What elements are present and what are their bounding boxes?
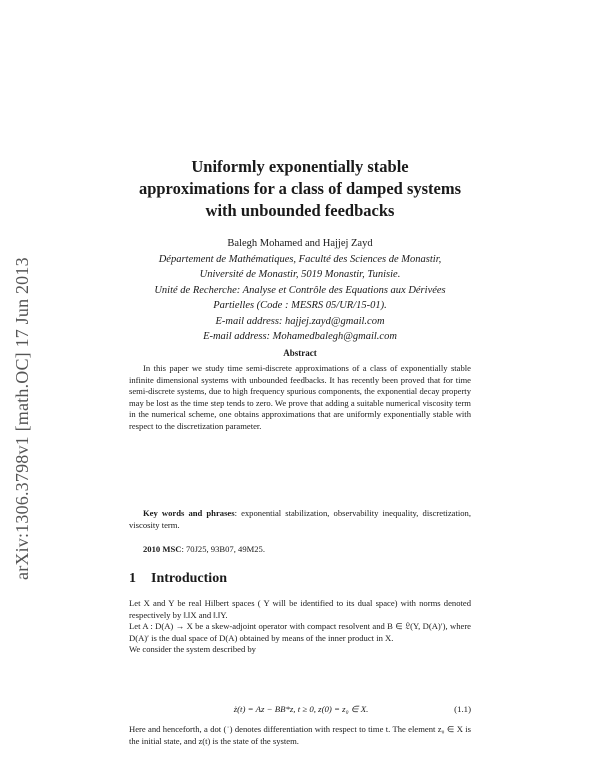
email-1: E-mail address: hajjej.zayd@gmail.com: [215, 315, 385, 327]
author-block: [100, 236, 500, 345]
keywords: [129, 508, 471, 531]
msc: [143, 544, 265, 554]
abstract-heading: Abstract: [283, 348, 317, 358]
section-number: 1: [129, 571, 136, 586]
section-heading: [129, 571, 227, 587]
keywords-text: : exponential stabilization, observability inequality, discretization, viscosity term.: [129, 508, 471, 530]
affiliation-1-line-1: Département de Mathématiques, Faculté des Sciences de Monastir,: [158, 253, 442, 265]
title-line-3: with unbounded feedbacks: [205, 201, 395, 220]
equation-1-1: [129, 704, 471, 716]
abstract-text: In this paper we study time semi-discrete approximations of a class of exponentially stable infinite dimensional systems with unbounded feedbacks. It has recently been proved that for time semi-discrete systems, due to high frequency spurious components, the exponential decay property may be lost as the time step tends to zero. We prove that adding a suitable numerical viscosity term in the numerical scheme, one obtains approximations that are uniformly exponentially stable with respect to the discretization parameter.: [129, 363, 471, 431]
intro-body-continued: [129, 724, 471, 747]
intro-paragraph-3: We consider the system described by: [129, 644, 256, 655]
title-line-1: Uniformly exponentially stable: [191, 157, 409, 176]
email-2: E-mail address: Mohamedbalegh@gmail.com: [203, 331, 397, 342]
keywords-label: Key words and phrases: [143, 508, 235, 518]
arxiv-stamp: [12, 180, 34, 580]
affiliation-2-line-2: Partielles (Code : MESRS 05/UR/15-01).: [213, 300, 387, 311]
paper-title: [90, 156, 510, 222]
affiliation-2-line-1: Unité de Recherche: Analyse et Contrôle des Equations aux Dérivées: [154, 284, 446, 296]
msc-label: 2010 MSC: [143, 544, 182, 554]
intro-paragraph-2: Let A : D(A) → X be a skew-adjoint operator with compact resolvent and B ∈ 𝔏(Y, D(A)′), where D(A)′ is the dual space of D(A) obtained by means of the inner product in X.: [129, 621, 471, 643]
arxiv-stamp-text: arXiv:1306.3798v1 [math.OC] 17 Jun 2013: [12, 257, 32, 580]
equation-expression: ż(t) = Az − BB*z, t ≥ 0, z(0) = z₀ ∈ X.: [233, 704, 369, 714]
author-names: Balegh Mohamed and Hajjej Zayd: [227, 238, 373, 249]
affiliation-1-line-2: Université de Monastir, 5019 Monastir, Tunisie.: [199, 269, 401, 280]
msc-text: : 70J25, 93B07, 49M25.: [181, 544, 265, 554]
equation-label: (1.1): [454, 704, 471, 714]
intro-paragraph-1: Let X and Y be real Hilbert spaces ( Y will be identified to its dual space) with norms denoted respectively by ‖.‖X and ‖.‖Y.: [129, 598, 471, 620]
title-line-2: approximations for a class of damped systems: [138, 179, 462, 198]
intro-body: [129, 598, 471, 656]
intro-paragraph-4: Here and henceforth, a dot (˙) denotes differentiation with respect to time t. The element z₀ ∈ X is the initial state, and z(t) is the state of the system.: [129, 724, 471, 746]
abstract-body: [129, 363, 471, 432]
section-title: Introduction: [151, 571, 227, 586]
